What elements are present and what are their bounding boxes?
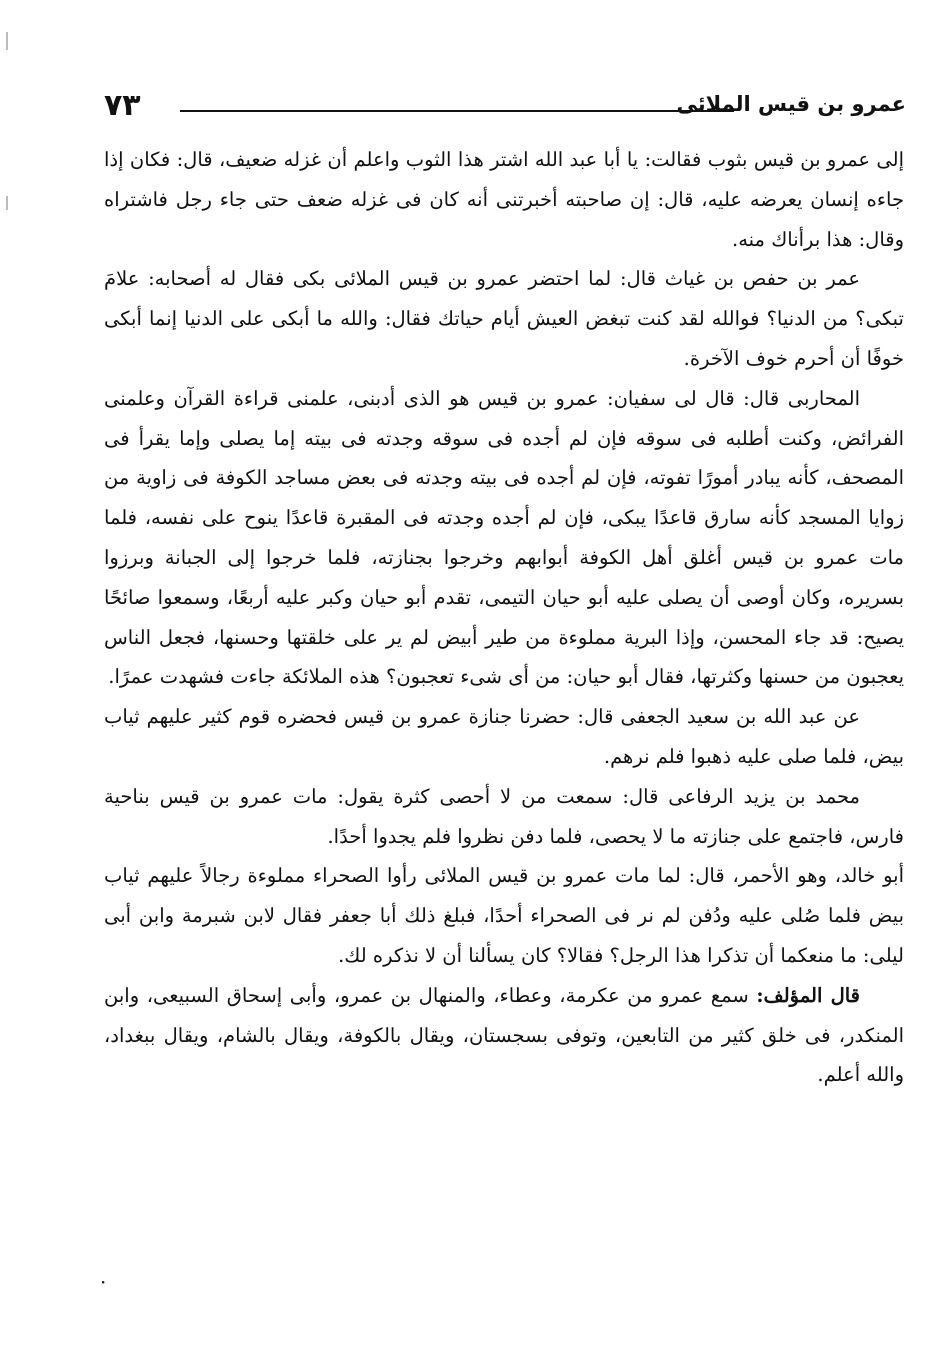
trailing-mark: ·	[100, 1270, 107, 1294]
scan-edge-mark	[6, 32, 8, 50]
author-note	[104, 976, 904, 1095]
page-body	[104, 140, 904, 1095]
author-note-text: سمع عمرو من عكرمة، وعطاء، والمنهال بن عمرو، وأبى إسحاق السبيعى، وابن المنكدر، فى خلق كثير من التابعين، وتوفى بسجستان، ويقال بالكوفة، ويقال بالشام، ويقال ببغداد، والله أعلم.	[104, 983, 904, 1087]
scan-edge-mark	[6, 196, 8, 210]
paragraph: أبو خالد، وهو الأحمر، قال: لما مات عمرو بن قيس الملائى رأوا الصحراء مملوءة رجالاً عليهم ثياب بيض فلما صُلى عليه ودُفن لم نر فى الصحراء أحدًا، فبلغ ذلك أبا جعفر فقال لابن شبرمة وابن أبى ليلى: ما منعكما أن تذكرا هذا الرجل؟ فقالا؟ كان يسألنا أن لا نذكره لك.	[104, 864, 904, 967]
page-header	[104, 88, 906, 130]
paragraph: المحاربى قال: قال لى سفيان: عمرو بن قيس هو الذى أدبنى، علمنى قراءة القرآن وعلمنى الفرائض، وكنت أطلبه فى سوقه فإن لم أجده فى سوقه وجدته فى بيته إما يصلى وإما يقرأ فى المصحف، كأنه يبادر أمورًا تفوته، فإن لم أجده فى بيته وجدته فى بعض مساجد الكوفة فى زاوية من زوايا المسجد كأنه سارق قاعدًا يبكى، فإن لم أجده وجدته فى المقبرة قاعدًا ينوح على نفسه، فلما مات عمرو بن قيس أغلق أهل الكوفة أبوابهم وخرجوا بجنازته، فلما خرجوا إلى الجبانة وبرزوا بسريره، وكان أوصى أن يصلى عليه أبو حيان التيمى، تقدم أبو حيان وكبر عليه أربعًا، وسمعوا صائحًا يصيح: قد جاء المحسن، وإذا البرية مملوءة من طير أبيض لم ير على خلقتها وحسنها، فجعل الناس يعجبون من حسنها وكثرتها، فقال أبو حيان: من أى شىء تعجبون؟ هذه الملائكة جاءت فشهدت عمرًا.	[104, 386, 904, 689]
paragraph: محمد بن يزيد الرفاعى قال: سمعت من لا أحصى كثرة يقول: مات عمرو بن قيس بناحية فارس، فاجتمع على جنازته ما لا يحصى، فلما دفن نظروا فلم يجدوا أحدًا.	[104, 784, 904, 848]
paragraph: عمر بن حفص بن غياث قال: لما احتضر عمرو بن قيس الملائى بكى فقال له أصحابه: علامَ تبكى؟ من الدنيا؟ فوالله لقد كنت تبغض العيش أيام حياتك فقال: والله ما أبكى على الدنيا إنما أبكى خوفًا أن أحرم خوف الآخرة.	[104, 267, 904, 370]
page-number: ٧٣	[104, 88, 141, 123]
paragraph-continuation: إلى عمرو بن قيس بثوب فقالت: يا أبا عبد الله اشتر هذا الثوب واعلم أن غزله ضعيف، قال: فكان إذا جاءه إنسان يعرضه عليه، قال: إن صاحبته أخبرتنى أنه كان فى غزله ضعف حتى جاء رجل فاشتراه وقال: هذا برأناك منه.	[104, 148, 904, 251]
paragraph: عن عبد الله بن سعيد الجعفى قال: حضرنا جنازة عمرو بن قيس فحضره قوم كثير عليهم ثياب بيض، فلما صلى عليه ذهبوا فلم نرهم.	[104, 705, 904, 768]
running-title: عمرو بن قيس الملائى	[676, 92, 906, 116]
header-rule	[180, 110, 734, 112]
author-note-label: قال المؤلف:	[756, 983, 860, 1007]
